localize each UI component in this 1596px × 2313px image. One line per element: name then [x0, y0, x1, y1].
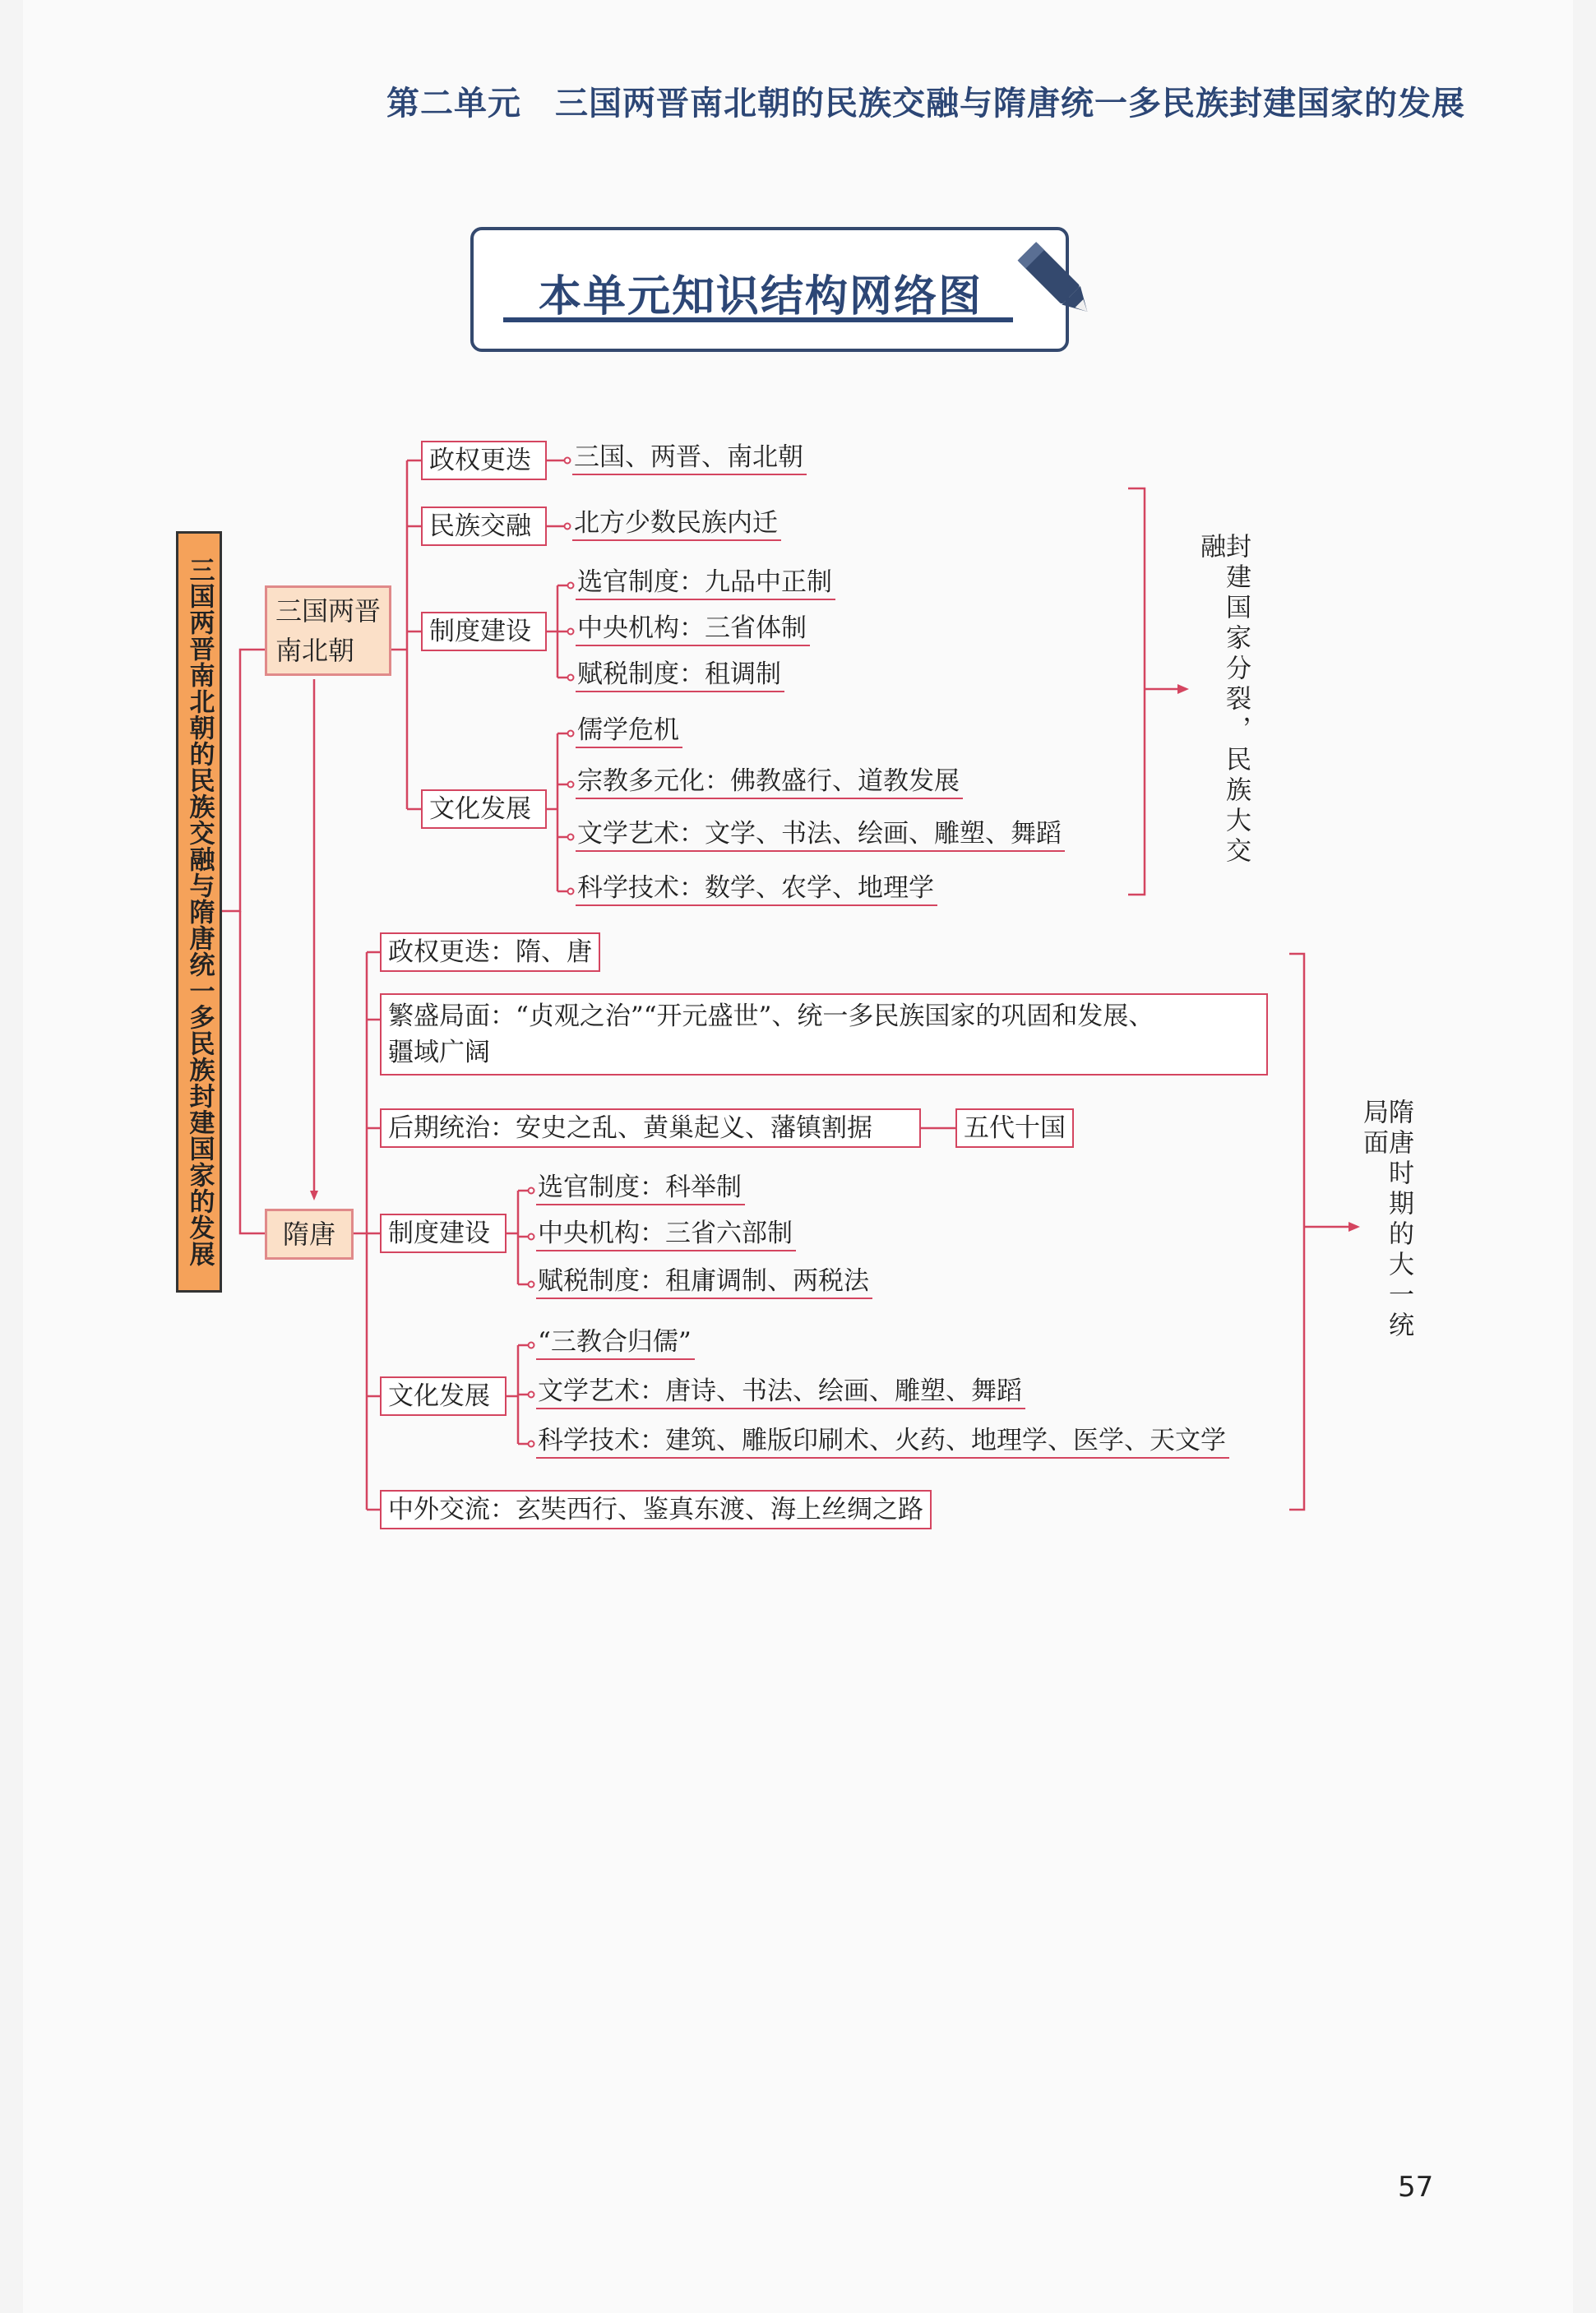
item-culture-1-0: 儒学危机: [576, 714, 682, 748]
item-system-2-2: 赋税制度：租庸调制、两税法: [536, 1265, 872, 1299]
branch-three-kingdoms-line2: 南北朝: [275, 635, 355, 666]
node-politics-2: 政权更迭：隋、唐: [380, 932, 600, 972]
item-system-1-2: 赋税制度：租调制: [576, 658, 784, 692]
branch-sui-tang: 隋唐: [265, 1209, 354, 1260]
item-system-1-0: 选官制度：九品中正制: [576, 566, 835, 600]
root-topic-label: 三国两晋南北朝的民族交融与隋唐统一多民族封建国家的发展: [184, 557, 215, 1267]
branch-three-kingdoms: [265, 585, 391, 676]
item-culture-1-1: 宗教多元化：佛教盛行、道教发展: [576, 765, 963, 799]
conclusion-unity: 隋唐时期的大一统局面: [1358, 1099, 1413, 1342]
item-system-2-0: 选官制度：科举制: [536, 1171, 745, 1205]
page-title: 本单元知识结构网络图: [539, 272, 983, 322]
node-system-1: 制度建设: [421, 612, 547, 651]
node-ethnic: 民族交融: [421, 507, 547, 546]
item-culture-2-0: “三教合归儒”: [536, 1325, 695, 1360]
node-system-2: 制度建设: [380, 1214, 507, 1253]
node-exchange: 中外交流：玄奘西行、鉴真东渡、海上丝绸之路: [380, 1490, 932, 1529]
node-politics-1: 政权更迭: [421, 441, 547, 480]
node-culture-1: 文化发展: [421, 789, 547, 829]
item-ethnic: 北方少数民族内迁: [572, 507, 781, 541]
branch-three-kingdoms-line1: 三国两晋: [275, 595, 382, 627]
node-late-rule: 后期统治：安史之乱、黄巢起义、藩镇割据: [380, 1108, 921, 1148]
node-culture-2: 文化发展: [380, 1376, 507, 1416]
root-topic: [176, 531, 222, 1293]
conclusion-split: 封建国家分裂，民族大交融: [1196, 533, 1251, 867]
node-prosperity-line1: 繁盛局面：“贞观之治”“开元盛世”、统一多民族国家的巩固和发展、: [388, 1002, 1154, 1031]
item-culture-2-1: 文学艺术：唐诗、书法、绘画、雕塑、舞蹈: [536, 1375, 1025, 1409]
node-prosperity-line2: 疆域广阔: [388, 1038, 490, 1067]
item-culture-2-2: 科学技术：建筑、雕版印刷术、火药、地理学、医学、天文学: [536, 1424, 1229, 1459]
node-five-dynasties: 五代十国: [955, 1108, 1074, 1148]
unit-header: 第二单元 三国两晋南北朝的民族交融与隋唐统一多民族封建国家的发展: [386, 85, 1465, 123]
page-number: 57: [1398, 2171, 1434, 2204]
item-culture-1-3: 科学技术：数学、农学、地理学: [576, 872, 937, 906]
item-culture-1-2: 文学艺术：文学、书法、绘画、雕塑、舞蹈: [576, 817, 1065, 852]
item-system-2-1: 中央机构：三省六部制: [536, 1217, 796, 1251]
item-politics-1: 三国、两晋、南北朝: [572, 441, 807, 475]
item-system-1-1: 中央机构：三省体制: [576, 612, 810, 646]
node-prosperity: [380, 993, 1268, 1076]
